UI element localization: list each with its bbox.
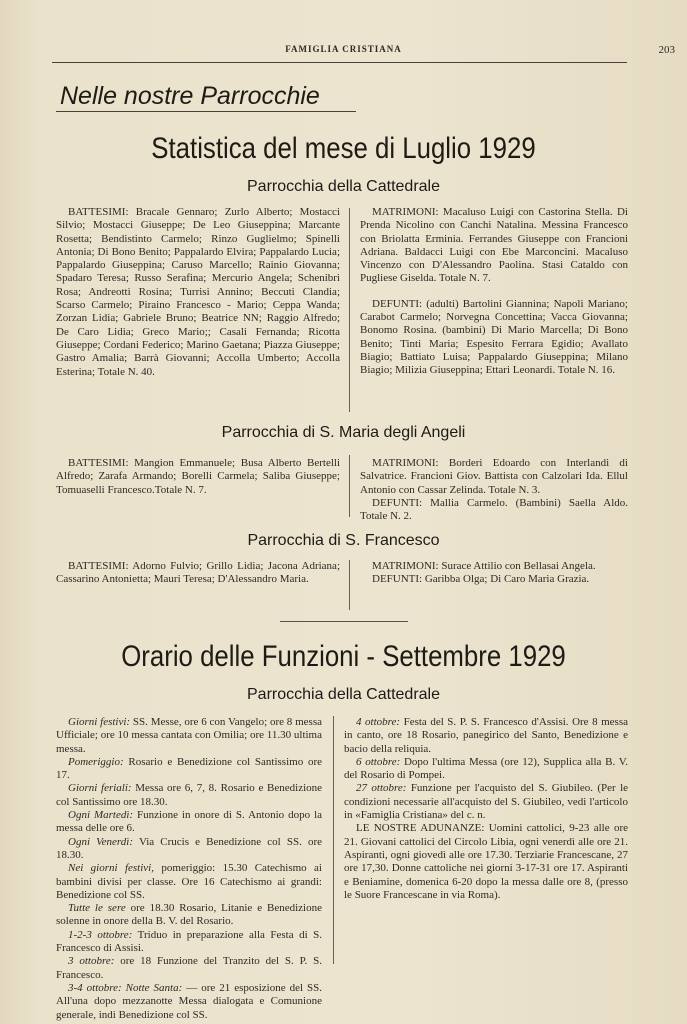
- schedule-entry: [344, 822, 628, 902]
- schedule-text: ore 18 Funzione del Tranzito del S. P. S. Francesco.: [56, 955, 323, 981]
- schedule-entry: [56, 782, 322, 809]
- schedule-entry: [56, 836, 322, 863]
- column-divider: [349, 560, 350, 610]
- schedule-label: 4 ottobre:: [356, 716, 401, 728]
- schedule-text: Via Crucis e Benedizione col SS. ore 18.30.: [56, 835, 322, 861]
- schedule-entry: [56, 756, 322, 783]
- schedule-entry: [344, 756, 628, 783]
- schedule-label: Giorni festivi:: [68, 716, 131, 728]
- column-divider: [349, 208, 350, 412]
- schedule-label: Pomeriggio:: [68, 755, 124, 768]
- schedule-label: Giorni feriali:: [68, 782, 132, 795]
- francesco-right-column: [360, 560, 628, 612]
- schedule-label: 6 ottobre:: [356, 755, 401, 768]
- schedule-entry: [56, 982, 322, 1022]
- cattedrale-matrimoni: MATRIMONI: Macaluso Luigi con Castorina Stella. Di Prenda Nicolino con Canchi Natalina. Messina Francesco con Briolatta Erminia. Ferrandes Giuseppe con Francioni Adriana. Baldacci Luigi con Ebe Marconcini. Macaluso Vincenzo con D'Alessandro Paolina. Stasi Cataldo con Pugliese Giselda. Totale N. 7.: [360, 206, 628, 285]
- page-header: [0, 44, 687, 60]
- francesco-left-column: [56, 560, 340, 604]
- column-divider: [349, 455, 350, 517]
- parish-angeli-heading: Parrocchia di S. Maria degli Angeli: [221, 424, 466, 441]
- schedule-left-column: [56, 716, 323, 1021]
- header-rule: [52, 62, 627, 63]
- cattedrale-right-column: [360, 206, 628, 402]
- running-title: FAMIGLIA CRISTIANA: [285, 44, 402, 54]
- schedule-parish-heading: Parrocchia della Cattedrale: [247, 686, 440, 703]
- section-title: Nelle nostre Parrocchie: [60, 82, 320, 110]
- schedule-entry: [56, 902, 322, 929]
- schedule-label: Tutte le sere: [68, 902, 126, 915]
- schedule-entry: [344, 782, 628, 822]
- schedule-label: 27 ottobre:: [356, 782, 407, 795]
- parish-francesco-heading: Parrocchia di S. Francesco: [247, 532, 440, 549]
- schedule-entry: [56, 862, 322, 902]
- column-divider: [333, 716, 334, 964]
- schedule-right-column: [344, 716, 628, 976]
- angeli-matrimoni: MATRIMONI: Borderi Edoardo con Interlandi di Salvatrice. Francioni Giov. Battista con Calzolari Ida. Ellul Antonio con Cassar Zelinda. Totale N. 3.: [360, 457, 628, 496]
- section-title-rule: [56, 111, 356, 112]
- francesco-defunti: DEFUNTI: Garibba Olga; Di Caro Maria Grazia.: [372, 573, 590, 586]
- schedule-entry: [56, 809, 322, 836]
- schedule-label: Ogni Martedì:: [68, 809, 134, 822]
- schedule-label: 1-2-3 ottobre:: [68, 928, 133, 941]
- francesco-matrimoni: MATRIMONI: Surace Attilio con Bellasai Angela.: [372, 560, 596, 572]
- angeli-battesimi: BATTESIMI: Mangion Emmanuele; Busa Alberto Bertelli Alfredo; Zarafa Armando; Borelli Carmela; Saliba Giuseppe; Tomuaselli Francesco.Totale N. 7.: [56, 457, 340, 496]
- schedule-entry: [56, 929, 322, 956]
- schedule-text: Funzione in onore di S. Antonio dopo la messa delle ore 6.: [56, 809, 323, 835]
- schedule-label: 3 ottobre:: [68, 955, 115, 968]
- schedule-entry: [56, 955, 322, 982]
- schedule-text: Messa ore 6, 7, 8. Rosario e Benedizione col Santissimo ore 18.30.: [56, 782, 323, 808]
- francesco-battesimi: BATTESIMI: Adorno Fulvio; Grillo Lidia; Jacona Adriana; Cassarino Antonietta; Mauri Teresa; D'Alessandro Maria.: [56, 560, 340, 586]
- separator-rule: [280, 621, 408, 622]
- schedule-entry: [344, 716, 628, 756]
- cattedrale-battesimi: BATTESIMI: Bracale Gennaro; Zurlo Alberto; Mostacci Silvio; Mostacci Giuseppe; De Leo Giuseppina; Marcante Rosetta; Bendistinto Carmelo; Rinzo Guglielmo; Spinelli Antonia; Di Bono Benito; Pappalardo Elvira; Pappalardo Lucia; Pappalardo Giuseppina; Caruso Marcello; Rainio Giovanna; Spadaro Teresa; Russo Serafina; Mercurio Angela; Schenibri Rosa; Andreotti Rosina; Turrisi Annino; Beccuti Clandia; Scarso Carmelo; Piraino Francesco - Mario; Ceppa Wanda; Zorzan Lidia; Gabriele Bruno; Beatrice NN; Raggio Alfredo; De Caro Lidia; Greco Mario;; Casali Fernanda; Ricotta Giuseppe; Cordani Federico; Marino Gaetana; Piazza Giuseppe; Gastro Amalia; Barrà Giovanni; Accolla Umberto; Accolla Esterina; Totale N. 40.: [56, 206, 340, 378]
- schedule-text: — ore 21 esposizione del SS. All'una dopo mezzanotte Messa dialogata e Comunione generale, indi Benedizione col SS.: [56, 981, 322, 1021]
- schedule-text: Funzione per l'acquisto del S. Giubileo. (Per le condizioni necessarie all'acquisto del S. Giubileo, vedi l'articolo in «Famiglia Cristiana» del c. n.: [344, 782, 629, 822]
- schedule-text: Triduo in preparazione alla Festa di S. Francesco di Assisi.: [56, 928, 323, 955]
- schedule-text: LE NOSTRE ADUNANZE: Uomini cattolici, 9-23 alle ore 21. Giovani cattolici del Circolo Libia, ogni venerdì alle ore 21. Aspiranti, ogni giovedì alle ore 17.30. Terziarie Francescane, 27 ore 17,30. Donne cattoliche nei giorni 3-17-31 ore 17. Aspiranti e Beniamine, domenica 6-20 dopo la messa dalle ore 8, (presso le Suore Francescane in via Roma).: [344, 822, 628, 901]
- schedule-label: 3-4 ottobre: Notte Santa:: [68, 981, 183, 994]
- angeli-left-column: [56, 457, 340, 517]
- schedule-text: pomeriggio: 15.30 Catechismo ai bambini divisi per classe. Ore 16 Catechismo ai grandi: Benedizione col SS.: [56, 862, 322, 901]
- schedule-entry: [56, 716, 322, 756]
- schedule-text: SS. Messe, ore 6 con Vangelo; ore 8 messa Ufficiale; ore 10 messa cantata con Omilia; ore 11.30 ultima messa.: [56, 716, 322, 755]
- statistics-title: Statistica del mese di Luglio 1929: [151, 132, 536, 165]
- angeli-defunti: DEFUNTI: Mallia Carmelo. (Bambini) Saella Aldo. Totale N. 2.: [360, 496, 628, 523]
- cattedrale-defunti: DEFUNTI: (adulti) Bartolini Giannina; Napoli Mariano; Carabot Carmelo; Norvegna Concettina; Vacca Giovanna; Bonomo Rosina. (bambini) Di Mario Marcella; Di Bono Benito; Tinti Maria; Espesito Ferrara Egidio; Avallato Biagio; Battiato Luisa; Pappalardo Giuseppina; Milano Biagio; Milizia Giuseppina; Ettari Leonardi. Totale N. 16.: [360, 297, 628, 377]
- schedule-text: Festa del S. P. S. Francesco d'Assisi. Ore 8 messa in canto, ore 18 Rosario, panegirico del Santo, Benedizione e bacio della reliquia.: [344, 716, 628, 755]
- schedule-text: Rosario e Benedizione col Santissimo ore 17.: [56, 755, 323, 782]
- schedule-label: Ogni Venerdì:: [68, 835, 133, 848]
- angeli-right-column: [360, 457, 628, 523]
- schedule-title: Orario delle Funzioni - Settembre 1929: [121, 640, 566, 673]
- schedule-text: Dopo l'ultima Messa (ore 12), Supplica alla B. V. del Rosario di Pompei.: [344, 755, 629, 782]
- parish-cattedrale-heading: Parrocchia della Cattedrale: [247, 178, 440, 195]
- page-number: 203: [658, 44, 675, 56]
- schedule-label: Nei giorni festivi,: [68, 862, 154, 875]
- cattedrale-left-column: [56, 206, 340, 412]
- schedule-text: ore 18.30 Rosario, Litanie e Benedizione solenne in onore della B. V. del Rosario.: [56, 902, 322, 928]
